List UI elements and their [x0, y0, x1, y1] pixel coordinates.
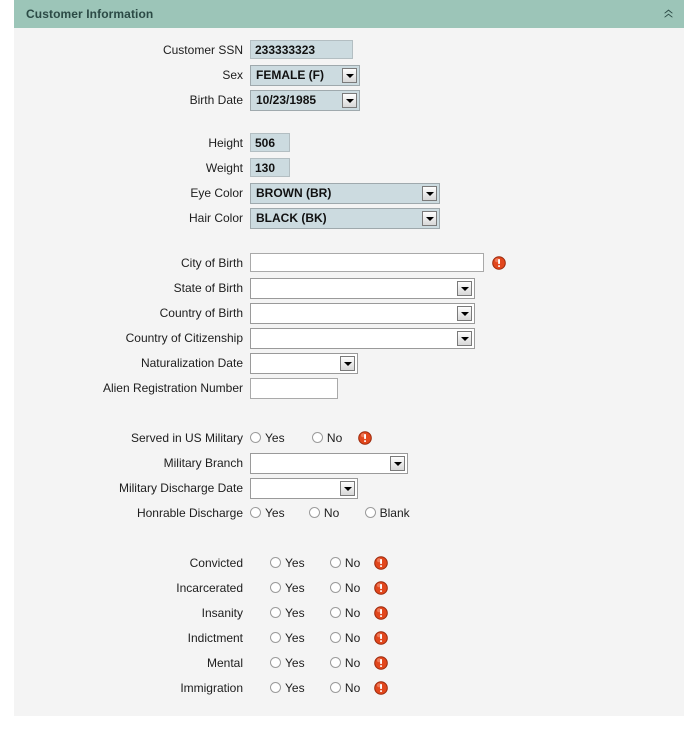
height-input[interactable]	[250, 133, 290, 152]
error-exclamation-icon	[374, 681, 388, 695]
country-of-birth-select[interactable]	[250, 303, 475, 324]
radio-circle-icon	[312, 432, 323, 443]
radio-label: No	[344, 631, 361, 645]
sex-value: FEMALE (F)	[256, 68, 324, 82]
honorable-discharge-no-radio[interactable]	[309, 503, 339, 524]
row-alien-registration-number	[102, 378, 550, 399]
alien-registration-number-label: Alien Registration Number	[102, 381, 243, 395]
immigration-label: Immigration	[180, 681, 243, 695]
hair-color-select[interactable]	[250, 208, 440, 229]
radio-label: Yes	[285, 631, 305, 645]
radio-circle-icon	[270, 657, 281, 668]
convicted-yes-radio[interactable]	[270, 553, 305, 574]
page-title: Customer Information	[26, 7, 154, 21]
calendar-dropdown-icon[interactable]	[340, 356, 355, 371]
hair-color-label: Hair Color	[188, 211, 243, 225]
radio-circle-icon	[270, 682, 281, 693]
panel-body	[14, 28, 684, 716]
radio-label: No	[326, 431, 343, 445]
mental-no-radio[interactable]	[330, 653, 360, 674]
radio-circle-icon	[270, 582, 281, 593]
mental-label: Mental	[206, 656, 243, 670]
radio-label: Yes	[285, 606, 305, 620]
birth-date-value: 10/23/1985	[256, 93, 317, 107]
calendar-dropdown-icon[interactable]	[342, 93, 357, 108]
city-of-birth-label: City of Birth	[180, 256, 243, 270]
row-served-in-us-military	[130, 428, 570, 449]
radio-label: Yes	[265, 431, 285, 445]
state-of-birth-label: State of Birth	[173, 281, 243, 295]
served-in-us-military-label: Served in US Military	[130, 431, 243, 445]
row-birth-date	[189, 90, 550, 111]
radio-circle-icon	[330, 607, 341, 618]
customer-ssn-input[interactable]	[250, 40, 353, 59]
radio-circle-icon	[250, 432, 261, 443]
country-of-citizenship-select[interactable]	[250, 328, 475, 349]
radio-circle-icon	[330, 632, 341, 643]
radio-circle-icon	[365, 507, 376, 518]
indictment-no-radio[interactable]	[330, 628, 360, 649]
state-of-birth-select[interactable]	[250, 278, 475, 299]
mental-yes-radio[interactable]	[270, 653, 305, 674]
incarcerated-no-radio[interactable]	[330, 578, 360, 599]
row-honorable-discharge	[136, 503, 570, 524]
row-naturalization-date	[140, 353, 550, 374]
honorable-discharge-yes-radio[interactable]	[250, 503, 285, 524]
chevron-down-icon[interactable]	[422, 211, 437, 226]
row-convicted	[189, 553, 570, 574]
radio-circle-icon	[330, 657, 341, 668]
insanity-yes-radio[interactable]	[270, 603, 305, 624]
convicted-label: Convicted	[189, 556, 243, 570]
indictment-label: Indictment	[187, 631, 243, 645]
error-exclamation-icon	[374, 656, 388, 670]
military-branch-label: Military Branch	[163, 456, 243, 470]
insanity-no-radio[interactable]	[330, 603, 360, 624]
row-city-of-birth	[180, 253, 550, 274]
country-of-citizenship-label: Country of Citizenship	[125, 331, 243, 345]
radio-circle-icon	[330, 582, 341, 593]
row-country-of-birth	[159, 303, 550, 324]
error-exclamation-icon	[374, 631, 388, 645]
row-immigration	[180, 678, 570, 699]
chevron-down-icon[interactable]	[457, 331, 472, 346]
chevron-down-icon[interactable]	[457, 281, 472, 296]
military-discharge-date-label: Military Discharge Date	[118, 481, 243, 495]
honorable-discharge-label: Honrable Discharge	[136, 506, 243, 520]
row-customer-ssn	[162, 40, 550, 61]
sex-label: Sex	[222, 68, 243, 82]
radio-label: Yes	[285, 656, 305, 670]
incarcerated-yes-radio[interactable]	[270, 578, 305, 599]
radio-label: No	[344, 656, 361, 670]
naturalization-date-label: Naturalization Date	[140, 356, 243, 370]
radio-label: No	[323, 506, 340, 520]
military-branch-select[interactable]	[250, 453, 408, 474]
served-in-us-military-yes-radio[interactable]	[250, 428, 285, 449]
country-of-birth-label: Country of Birth	[159, 306, 243, 320]
row-indictment	[187, 628, 570, 649]
row-sex	[222, 65, 550, 86]
chevron-double-up-icon[interactable]	[660, 5, 676, 23]
row-military-discharge-date	[118, 478, 550, 499]
chevron-down-icon[interactable]	[457, 306, 472, 321]
radio-label: Yes	[285, 581, 305, 595]
eye-color-value: BROWN (BR)	[256, 186, 332, 200]
served-in-us-military-no-radio[interactable]	[312, 428, 342, 449]
radio-circle-icon	[270, 607, 281, 618]
row-incarcerated	[176, 578, 570, 599]
row-hair-color	[188, 208, 570, 229]
naturalization-date-select[interactable]	[250, 353, 358, 374]
radio-circle-icon	[270, 632, 281, 643]
customer-information-panel	[14, 0, 684, 716]
indictment-yes-radio[interactable]	[270, 628, 305, 649]
row-country-of-citizenship	[125, 328, 550, 349]
error-exclamation-icon	[358, 431, 372, 445]
eye-color-label: Eye Color	[190, 186, 243, 200]
convicted-no-radio[interactable]	[330, 553, 360, 574]
hair-color-value: BLACK (BK)	[256, 211, 327, 225]
weight-label: Weight	[205, 161, 243, 175]
error-exclamation-icon	[374, 556, 388, 570]
alien-registration-number-input[interactable]	[250, 378, 338, 399]
error-exclamation-icon	[374, 606, 388, 620]
radio-circle-icon	[330, 557, 341, 568]
row-height	[208, 133, 550, 154]
row-eye-color	[190, 183, 570, 204]
calendar-dropdown-icon[interactable]	[340, 481, 355, 496]
sex-select[interactable]	[250, 65, 360, 86]
radio-label: Yes	[265, 506, 285, 520]
row-insanity	[201, 603, 570, 624]
chevron-down-icon[interactable]	[342, 68, 357, 83]
row-military-branch	[163, 453, 550, 474]
row-state-of-birth	[173, 278, 550, 299]
radio-label: No	[344, 581, 361, 595]
error-exclamation-icon	[492, 256, 506, 270]
radio-label: Blank	[379, 506, 410, 520]
row-mental	[206, 653, 570, 674]
radio-circle-icon	[270, 557, 281, 568]
city-of-birth-input[interactable]	[250, 253, 484, 272]
panel-header	[14, 0, 684, 28]
military-discharge-date-select[interactable]	[250, 478, 358, 499]
weight-input[interactable]	[250, 158, 290, 177]
radio-label: Yes	[285, 681, 305, 695]
chevron-down-icon[interactable]	[390, 456, 405, 471]
row-weight	[205, 158, 550, 179]
radio-label: Yes	[285, 556, 305, 570]
radio-circle-icon	[330, 682, 341, 693]
incarcerated-label: Incarcerated	[176, 581, 243, 595]
birth-date-select[interactable]	[250, 90, 360, 111]
radio-label: No	[344, 556, 361, 570]
radio-label: No	[344, 606, 361, 620]
birth-date-label: Birth Date	[189, 93, 243, 107]
eye-color-select[interactable]	[250, 183, 440, 204]
immigration-yes-radio[interactable]	[270, 678, 305, 699]
error-exclamation-icon	[374, 581, 388, 595]
immigration-no-radio[interactable]	[330, 678, 360, 699]
insanity-label: Insanity	[201, 606, 243, 620]
radio-circle-icon	[250, 507, 261, 518]
radio-label: No	[344, 681, 361, 695]
honorable-discharge-blank-radio[interactable]	[365, 503, 410, 524]
height-label: Height	[208, 136, 243, 150]
customer-ssn-label: Customer SSN	[162, 43, 243, 57]
radio-circle-icon	[309, 507, 320, 518]
chevron-down-icon[interactable]	[422, 186, 437, 201]
